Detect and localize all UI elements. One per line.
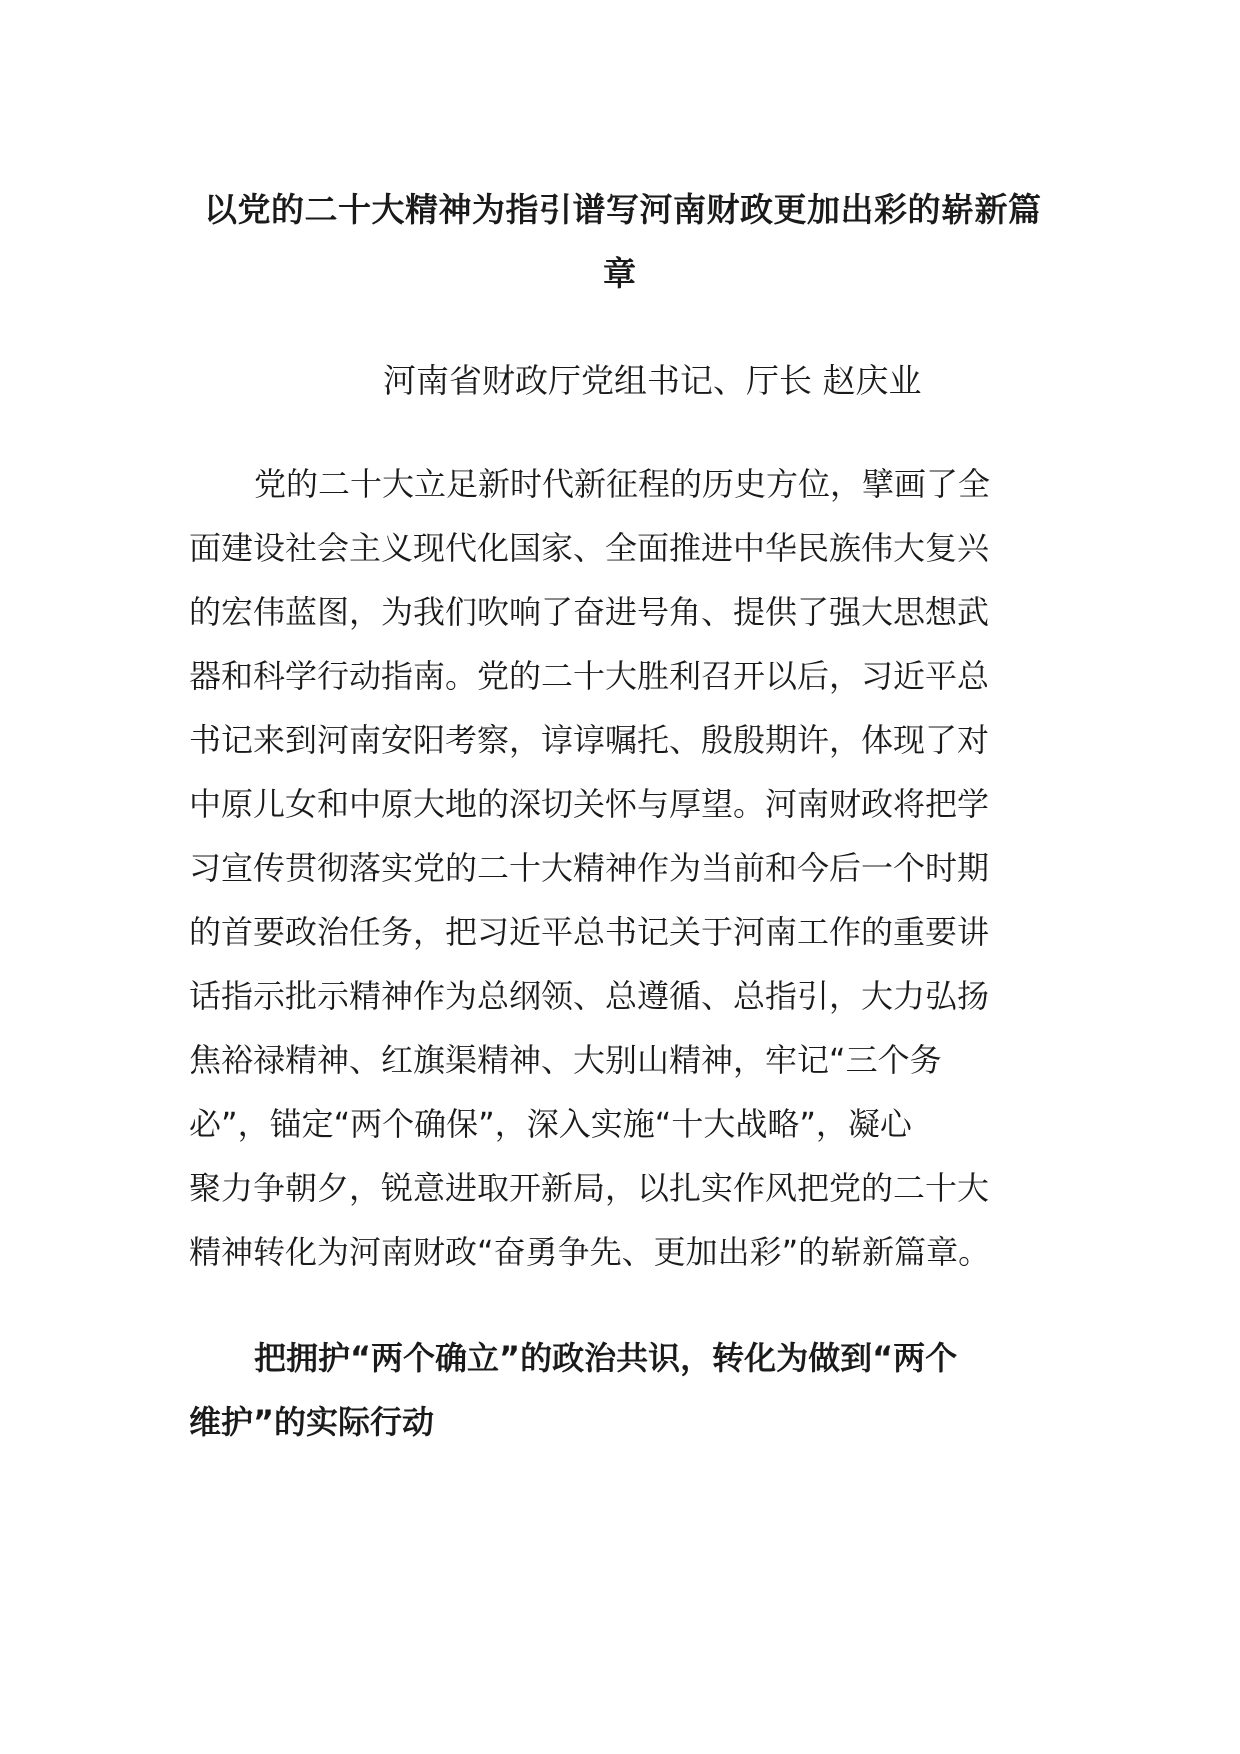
author-byline: 河南省财政厅党组书记、厅长 赵庆业 xyxy=(383,361,922,400)
paragraph-line: 的宏伟蓝图，为我们吹响了奋进号角、提供了强大思想武 xyxy=(189,593,990,631)
section-heading-line-2: 维护”的实际行动 xyxy=(189,1403,435,1441)
paragraph-line: 书记来到河南安阳考察，谆谆嘱托、殷殷期许，体现了对 xyxy=(189,721,990,759)
paragraph-line: 面建设社会主义现代化国家、全面推进中华民族伟大复兴 xyxy=(189,529,990,567)
paragraph-line: 党的二十大立足新时代新征程的历史方位，擘画了全 xyxy=(254,465,991,503)
paragraph-line: 习宣传贯彻落实党的二十大精神作为当前和今后一个时期 xyxy=(189,849,990,887)
section-heading-line-1: 把拥护“两个确立”的政治共识，转化为做到“两个 xyxy=(254,1339,958,1377)
paragraph-line: 话指示批示精神作为总纲领、总遵循、总指引，大力弘扬 xyxy=(189,977,990,1015)
document-title-line-2: 章 xyxy=(603,254,636,293)
paragraph-line: 焦裕禄精神、红旗渠精神、大别山精神，牢记“三个务 xyxy=(189,1041,942,1079)
paragraph-line: 精神转化为河南财政“奋勇争先、更加出彩”的崭新篇章。 xyxy=(189,1233,991,1271)
paragraph-line: 器和科学行动指南。党的二十大胜利召开以后，习近平总 xyxy=(189,657,990,695)
paragraph-line: 的首要政治任务，把习近平总书记关于河南工作的重要讲 xyxy=(189,913,990,951)
paragraph-line: 聚力争朝夕，锐意进取开新局，以扎实作风把党的二十大 xyxy=(189,1169,990,1207)
paragraph-line: 中原儿女和中原大地的深切关怀与厚望。河南财政将把学 xyxy=(189,785,990,823)
document-title-line-1: 以党的二十大精神为指引谱写河南财政更加出彩的崭新篇 xyxy=(204,190,1042,229)
paragraph-line: 必”，锚定“两个确保”，深入实施“十大战略”，凝心 xyxy=(189,1105,912,1143)
